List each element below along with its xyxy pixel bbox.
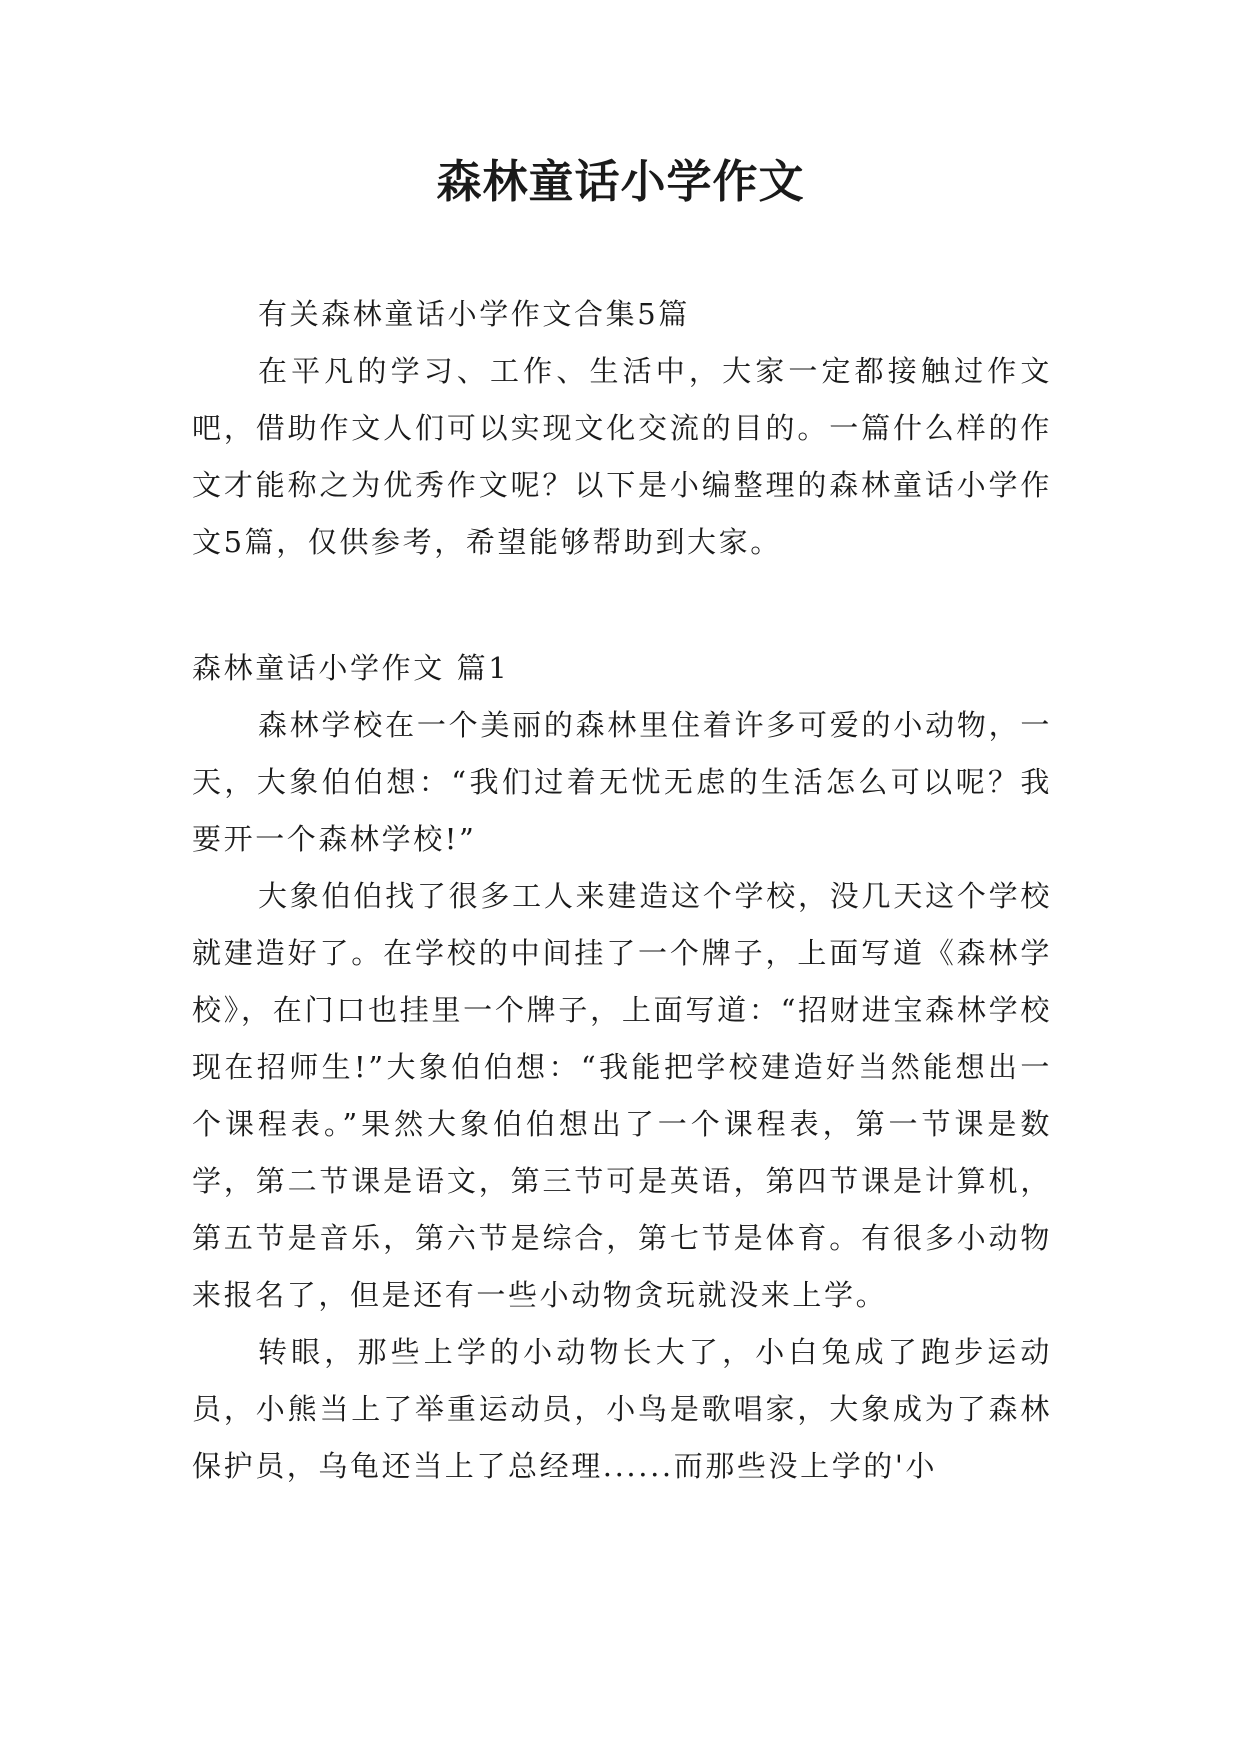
document-title: 森林童话小学作文 xyxy=(436,155,805,208)
intro-paragraph: 在平凡的学习、工作、生活中，大家一定都接触过作文吧，借助作文人们可以实现文化交流的目的。一篇什么样的作文才能称之为优秀作文呢？以下是小编整理的森林童话小学作文5篇，仅供参考，希望能够帮助到大家。 xyxy=(192,354,1052,559)
body-paragraph: 森林学校在一个美丽的森林里住着许多可爱的小动物，一天，大象伯伯想：“我们过着无忧无虑的生活怎么可以呢？我要开一个森林学校!” xyxy=(192,708,1052,856)
body-paragraph: 转眼，那些上学的小动物长大了，小白兔成了跑步运动员，小熊当上了举重运动员，小鸟是歌唱家，大象成为了森林保护员，乌龟还当上了总经理......而那些没上学的'小 xyxy=(192,1335,1052,1483)
intro-section xyxy=(192,286,1052,571)
section-body xyxy=(192,697,1052,1495)
section-heading: 森林童话小学作文 篇1 xyxy=(192,651,510,685)
body-paragraph: 大象伯伯找了很多工人来建造这个学校，没几天这个学校就建造好了。在学校的中间挂了一个牌子，上面写道《森林学校》，在门口也挂里一个牌子，上面写道：“招财进宝森林学校现在招师生!”大象伯伯想：“我能把学校建造好当然能想出一个课程表。”果然大象伯伯想出了一个课程表，第一节课是数学，第二节课是语文，第三节可是英语，第四节课是计算机，第五节是音乐，第六节是综合，第七节是体育。有很多小动物来报名了，但是还有一些小动物贪玩就没来上学。 xyxy=(192,879,1052,1312)
intro-subtitle: 有关森林童话小学作文合集5篇 xyxy=(258,297,690,331)
